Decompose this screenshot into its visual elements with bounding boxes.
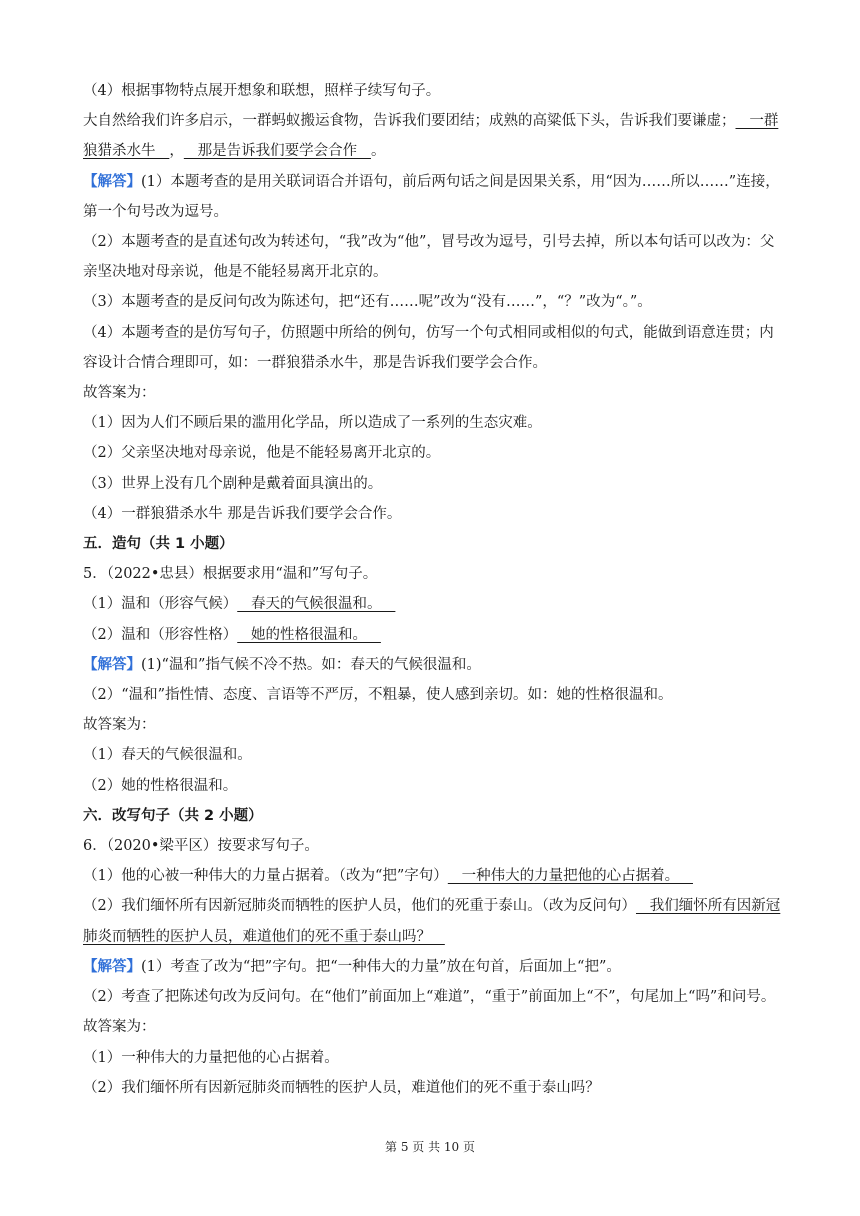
q4-sentence [83, 106, 783, 166]
q5-explanation-1 [83, 650, 783, 680]
sec4-explanation-1-text: (1）本题考查的是用关联词语合并语句，前后两句话之间是因果关系，用“因为……所以……”连接，第一个句号改为逗号。 [83, 173, 780, 220]
sec4-answer-1: （1）因为人们不顾后果的滥用化学品，所以造成了一系列的生态灾难。 [83, 415, 542, 432]
q4-comma: ， [169, 143, 184, 160]
q4-period: 。 [370, 143, 386, 160]
sec4-answer-4: （4）一群狼猎杀水牛 那是告诉我们要学会合作。 [83, 505, 402, 522]
q5-item-1 [83, 589, 783, 619]
q6-explanation-2: （2）考查了把陈述句改为反问句。在“他们”前面加上“难道”，“重于”前面加上“不”，句尾加上“吗”和问号。 [83, 989, 776, 1006]
q6-answer-1: （1）一种伟大的力量把他的心占据着。 [83, 1049, 339, 1066]
q5-item-2-answer: 她的性格很温和。 [237, 626, 381, 643]
q6-answer-2: （2）我们缅怀所有因新冠肺炎而牺牲的医护人员，难道他们的死不重于泰山吗？ [83, 1079, 600, 1096]
q4-sentence-prefix: 大自然给我们许多启示，一群蚂蚁搬运食物，告诉我们要团结；成熟的高粱低下头，告诉我们要谦虚； [83, 113, 736, 130]
section-5-heading: 五．造句（共 1 小题） [83, 536, 234, 553]
page-content [83, 76, 783, 1103]
q6-item-2-answer: 我们缅怀所有因新冠肺炎而牺牲的医护人员，难道他们的死不重于泰山吗？ [83, 898, 781, 945]
q6-item-1 [83, 861, 783, 891]
q6-item-2-label: （2）我们缅怀所有因新冠肺炎而牺牲的医护人员，他们的死重于泰山。（改为反问句） [83, 898, 636, 915]
jieda-tag: 【解答】 [83, 958, 141, 975]
sec4-explanation-1 [83, 167, 783, 227]
section-6-heading: 六．改写句子（共 2 小题） [83, 807, 263, 824]
q5-explanation-2: （2）“温和”指性情、态度、言语等不严厉，不粗暴，使人感到亲切。如：她的性格很温和。 [83, 687, 673, 704]
jieda-tag: 【解答】 [83, 656, 141, 673]
q6-item-2 [83, 891, 783, 951]
q5-explanation-1-text: (1)“温和”指气候不冷不热。如：春天的气候很温和。 [141, 656, 481, 673]
q5-item-1-answer: 春天的气候很温和。 [237, 596, 396, 613]
q5-item-2-label: （2）温和（形容性格） [83, 626, 238, 643]
answer-intro: 故答案为： [83, 1019, 156, 1036]
answer-intro: 故答案为： [83, 717, 156, 734]
sec4-answer-3: （3）世界上没有几个剧种是戴着面具演出的。 [83, 475, 383, 492]
q4-answer-blank-1: 一群狼猎杀水牛 [83, 113, 779, 160]
q5-item-2 [83, 620, 783, 650]
answer-intro: 故答案为： [83, 385, 156, 402]
q6-item-1-label: （1）他的心被一种伟大的力量占据着。（改为“把”字句） [83, 868, 448, 885]
q5-answer-2: （2）她的性格很温和。 [83, 777, 238, 794]
sec4-explanation-2: （2）本题考查的是直述句改为转述句，“我”改为“他”，冒号改为逗号，引号去掉，所以本句话可以改为：父亲坚决地对母亲说，他是不能轻易离开北京的。 [83, 234, 775, 281]
q5-answer-1: （1）春天的气候很温和。 [83, 747, 252, 764]
q6-explanation-1-text: (1）考查了改为“把”字句。把“一种伟大的力量”放在句首，后面加上“把”。 [141, 958, 621, 975]
sec4-answer-2: （2）父亲坚决地对母亲说，他是不能轻易离开北京的。 [83, 445, 441, 462]
jieda-tag: 【解答】 [83, 173, 141, 190]
q6-title: 6．（2020•梁平区）按要求写句子。 [83, 838, 319, 855]
sec4-explanation-4: （4）本题考查的是仿写句子，仿照题中所给的例句，仿写一个句式相同或相似的句式，能做到语意连贯；内容设计合情合理即可，如：一群狼猎杀水牛，那是告诉我们要学会合作。 [83, 324, 774, 371]
q4-prompt: （4）根据事物特点展开想象和联想，照样子续写句子。 [83, 83, 441, 99]
page-footer: 第 5 页 共 10 页 [385, 1140, 475, 1154]
q4-answer-blank-2: 那是告诉我们要学会合作 [183, 143, 371, 160]
sec4-explanation-3: （3）本题考查的是反问句改为陈述句，把“还有……呢”改为“没有……”，“？”改为“。”。 [83, 294, 652, 311]
q5-title: 5．（2022•忠县）根据要求用“温和”写句子。 [83, 566, 378, 583]
q5-item-1-label: （1）温和（形容气候） [83, 596, 238, 613]
q6-item-1-answer: 一种伟大的力量把他的心占据着。 [447, 868, 693, 885]
q6-explanation-1 [83, 952, 783, 982]
